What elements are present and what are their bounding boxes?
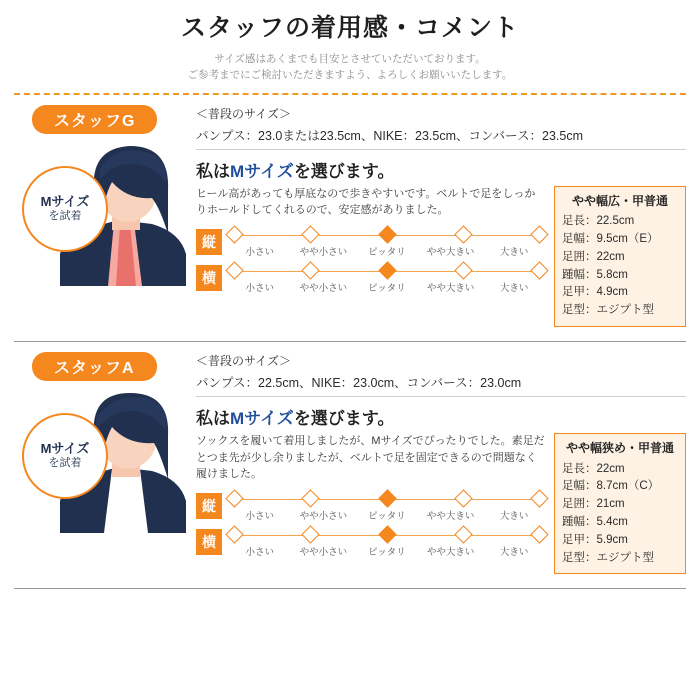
- scale-key-length-g: 縦: [196, 229, 222, 255]
- scale-row-width-a: [196, 527, 546, 558]
- foot-spec-box-g: [554, 186, 686, 327]
- scale-point-0[interactable]: [225, 489, 243, 507]
- staff-block-a: [0, 342, 700, 580]
- scale-diamonds-length-a: [228, 491, 546, 507]
- scale-point-4[interactable]: [530, 489, 548, 507]
- scale-point-1[interactable]: [302, 525, 320, 543]
- scale-label-3: やや大きい: [426, 246, 475, 258]
- scale-point-0[interactable]: [225, 525, 243, 543]
- portrait-wrapper-g: [14, 138, 192, 286]
- scale-label-3: やや大きい: [426, 546, 475, 558]
- staff-badge-g: スタッフG: [32, 105, 157, 134]
- scale-labels-width-a: [228, 544, 546, 558]
- scale-label-4: 大きい: [499, 282, 529, 294]
- foot-spec-row: 踵幅：5.4cm: [562, 516, 628, 529]
- fit-scales-a: [196, 491, 546, 558]
- scale-label-0: 小さい: [245, 510, 275, 522]
- foot-spec-row: 足型：エジプト型: [562, 304, 654, 317]
- fit-scales-g: [196, 227, 546, 294]
- usual-size-label-a: ＜普段のサイズ＞: [196, 354, 292, 368]
- scale-point-1[interactable]: [302, 489, 320, 507]
- try-size-line1-a: Mサイズ: [40, 441, 90, 456]
- scale-label-1: やや小さい: [299, 546, 348, 558]
- scale-point-0[interactable]: [225, 261, 243, 279]
- chosen-size-a: Mサイズ: [230, 409, 294, 428]
- scale-row-length-g: [196, 227, 546, 258]
- foot-spec-row: 足囲：22cm: [562, 250, 625, 263]
- scale-point-4[interactable]: [530, 261, 548, 279]
- scale-point-3[interactable]: [454, 489, 472, 507]
- scale-point-1[interactable]: [302, 261, 320, 279]
- staff-right-column-g: [192, 105, 686, 327]
- comment-column-a: [196, 433, 554, 563]
- scale-label-4: 大きい: [499, 510, 529, 522]
- scale-label-0: 小さい: [245, 546, 275, 558]
- scale-label-0: 小さい: [245, 246, 275, 258]
- foot-spec-title-g: やや幅広・甲普通: [571, 193, 668, 208]
- foot-spec-row: 足幅：8.7cm（C）: [562, 480, 660, 493]
- scale-label-0: 小さい: [245, 282, 275, 294]
- scale-label-2: ピッタリ: [368, 510, 406, 522]
- portrait-wrapper-a: [14, 385, 192, 533]
- scale-diamonds-width-g: [228, 263, 546, 279]
- scale-diamonds-length-g: [228, 227, 546, 243]
- scale-labels-length-a: [228, 508, 546, 522]
- foot-spec-row: 足長：22cm: [562, 462, 625, 475]
- try-size-circle-a: [22, 413, 108, 499]
- try-size-line2-a: を試着: [48, 457, 82, 470]
- scale-key-length-a: 縦: [196, 493, 222, 519]
- scale-label-1: やや小さい: [299, 246, 348, 258]
- try-size-line1-g: Mサイズ: [40, 193, 90, 209]
- page-header: [0, 0, 700, 84]
- scale-point-1[interactable]: [302, 225, 320, 243]
- foot-spec-row: 足囲：21cm: [562, 498, 625, 511]
- foot-spec-title-a: やや幅狭め・甲普通: [565, 441, 674, 455]
- try-size-circle-g: [22, 166, 108, 252]
- scale-point-0[interactable]: [225, 225, 243, 243]
- chosen-prefix-g: 私は: [196, 161, 230, 181]
- subtitle-line-1: サイズ感はあくまでも目安とさせていただいております。: [214, 53, 486, 65]
- scale-label-1: やや小さい: [299, 282, 348, 294]
- usual-size-label-g: ＜普段のサイズ＞: [196, 106, 292, 121]
- scale-diamonds-width-a: [228, 527, 546, 543]
- scale-label-2: ピッタリ: [368, 546, 406, 558]
- try-size-line2-g: を試着: [48, 209, 82, 222]
- chosen-size-g: Mサイズ: [230, 161, 294, 181]
- scale-point-2[interactable]: [378, 489, 396, 507]
- scale-label-3: やや大きい: [426, 282, 475, 294]
- comment-column-g: [196, 186, 554, 299]
- staff-comment-a: ソックスを履いて着用しましたが、Mサイズでぴったりでした。素足だとつま先が少し余りましたが、ベルトで足を固定できるので問題なく履けました。: [196, 435, 545, 480]
- scale-label-2: ピッタリ: [368, 246, 406, 258]
- scale-label-1: やや小さい: [299, 510, 348, 522]
- usual-size-values-a: パンプス：22.5cm、NIKE：23.0cm、コンバース：23.0cm: [196, 373, 686, 397]
- scale-label-2: ピッタリ: [368, 282, 406, 294]
- scale-point-3[interactable]: [454, 225, 472, 243]
- scale-label-4: 大きい: [499, 246, 529, 258]
- staff-right-column-a: [192, 352, 686, 574]
- staff-badge-a: スタッフA: [32, 352, 157, 381]
- scale-label-3: やや大きい: [426, 510, 475, 522]
- staff-left-column-a: [14, 352, 192, 533]
- chosen-suffix-g: を選びます。: [293, 161, 395, 181]
- scale-labels-length-g: [228, 244, 546, 258]
- foot-spec-row: 足長：22.5cm: [562, 215, 635, 228]
- page-subtitle: [0, 51, 700, 84]
- scale-point-3[interactable]: [454, 261, 472, 279]
- scale-labels-width-g: [228, 280, 546, 294]
- chosen-suffix-a: を選びます。: [293, 409, 395, 428]
- foot-spec-box-a: [554, 433, 686, 574]
- scale-row-length-a: [196, 491, 546, 522]
- scale-point-4[interactable]: [530, 525, 548, 543]
- scale-row-width-g: [196, 263, 546, 294]
- scale-point-2[interactable]: [378, 261, 396, 279]
- scale-point-2[interactable]: [378, 525, 396, 543]
- scale-point-3[interactable]: [454, 525, 472, 543]
- chosen-size-sentence-a: [196, 404, 686, 429]
- scale-point-2[interactable]: [378, 225, 396, 243]
- foot-spec-row: 踵幅：5.8cm: [562, 268, 628, 281]
- page-title: スタッフの着用感・コメント: [180, 14, 519, 42]
- scale-key-width-g: 横: [196, 265, 222, 291]
- chosen-size-sentence-g: [196, 157, 686, 182]
- section-divider-bottom: [14, 588, 686, 589]
- foot-spec-row: 足甲：4.9cm: [562, 286, 628, 299]
- scale-point-4[interactable]: [530, 225, 548, 243]
- scale-key-width-a: 横: [196, 529, 222, 555]
- scale-label-4: 大きい: [499, 546, 529, 558]
- staff-block-g: [0, 95, 700, 333]
- foot-spec-row: 足型：エジプト型: [562, 551, 654, 564]
- foot-spec-row: 足幅：9.5cm（E）: [562, 232, 659, 245]
- staff-comment-g: ヒール高があっても厚底なので歩きやすいです。ベルトで足をしっかりホールドしてくれるので、安定感がありました。: [196, 187, 536, 217]
- usual-size-values-g: パンプス：23.0または23.5cm、NIKE：23.5cm、コンバース：23.5cm: [196, 126, 686, 150]
- staff-left-column-g: [14, 105, 192, 286]
- foot-spec-row: 足甲：5.9cm: [562, 533, 628, 546]
- subtitle-line-2: ご参考までにご検討いただきますよう、よろしくお願いいたします。: [187, 69, 513, 82]
- chosen-prefix-a: 私は: [196, 409, 230, 428]
